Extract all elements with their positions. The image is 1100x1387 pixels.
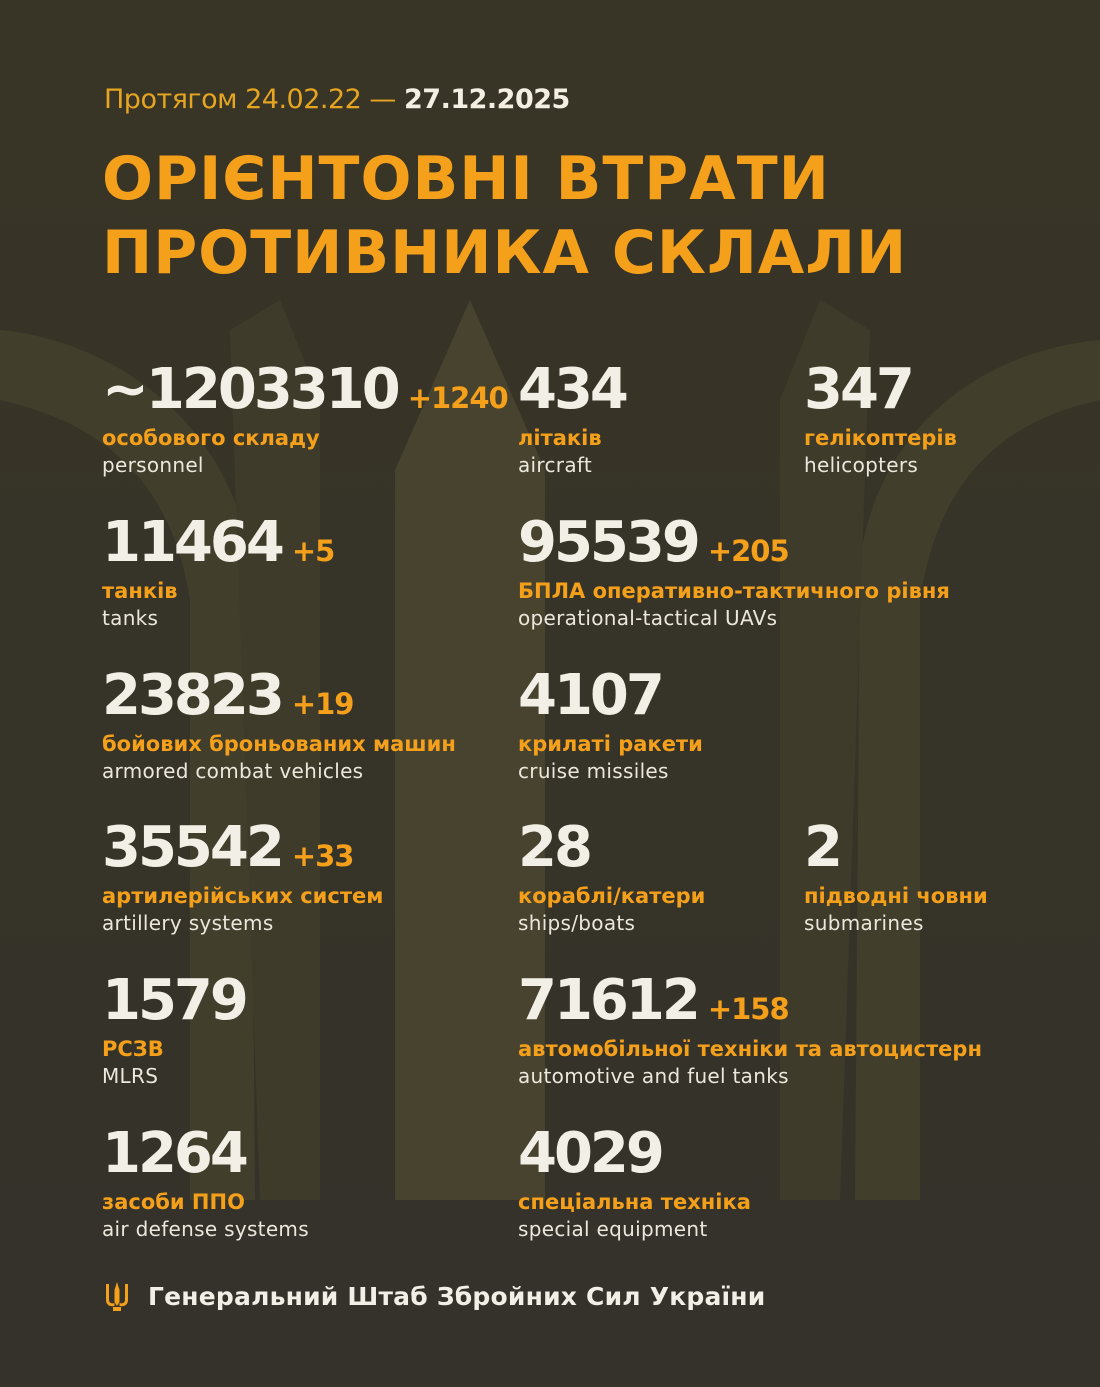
stat-helicopters [804, 357, 957, 477]
footer-text: Генеральний Штаб Збройних Сил України [148, 1281, 766, 1311]
stat-label-ua: особового складу [102, 426, 320, 450]
stat-mlrs [102, 968, 246, 1088]
title-line-2: ПРОТИВНИКА СКЛАЛИ [102, 218, 908, 288]
stat-aircraft [518, 357, 626, 477]
stat-label-en: personnel [102, 453, 204, 477]
stat-label-en: ships/boats [518, 911, 636, 935]
stat-value: 28 [518, 815, 590, 880]
stat-uavs [518, 510, 950, 630]
stat-label-en: special equipment [518, 1217, 708, 1241]
stat-label-en: armored combat vehicles [102, 759, 364, 783]
period-start: Протягом 24.02.22 — [104, 84, 396, 115]
stat-label-en: submarines [804, 911, 924, 935]
stat-value: 35542 [102, 815, 282, 880]
stat-value: 23823 [102, 663, 282, 728]
stat-delta: +1240 [407, 381, 508, 415]
stat-label-ua: гелікоптерів [804, 426, 957, 450]
stat-label-ua: РСЗВ [102, 1037, 164, 1061]
stat-delta: +158 [707, 992, 789, 1026]
footer [104, 1280, 765, 1312]
page-title [102, 142, 907, 290]
stat-artillery [102, 815, 384, 935]
stat-label-ua: спеціальна техніка [518, 1190, 751, 1214]
reporting-period [104, 84, 570, 115]
stat-vehicles [518, 968, 982, 1088]
trident-icon [104, 1280, 130, 1312]
stat-label-ua: автомобільної техніки та автоцистерн [518, 1037, 982, 1061]
stat-submarines [804, 815, 988, 935]
stat-air-defense [102, 1121, 309, 1241]
stat-special-equipment [518, 1121, 751, 1241]
period-end: 27.12.2025 [404, 84, 570, 115]
stat-label-en: MLRS [102, 1064, 159, 1088]
stat-personnel [102, 357, 508, 477]
stat-value: 71612 [518, 968, 698, 1033]
stat-label-ua: крилаті ракети [518, 732, 703, 756]
stat-delta: +205 [707, 534, 789, 568]
stat-value: ~1203310 [102, 357, 398, 422]
stat-label-ua: артилерійських систем [102, 884, 384, 908]
stat-label-ua: кораблі/катери [518, 884, 706, 908]
stat-label-ua: підводні човни [804, 884, 988, 908]
title-line-1: ОРІЄНТОВНІ ВТРАТИ [102, 144, 830, 214]
stat-label-ua: танків [102, 579, 178, 603]
stat-value: 11464 [102, 510, 282, 575]
stat-delta: +19 [291, 687, 354, 721]
stat-label-ua: БПЛА оперативно-тактичного рівня [518, 579, 950, 603]
stat-label-ua: літаків [518, 426, 602, 450]
stat-delta: +33 [291, 839, 354, 873]
stat-label-ua: засоби ППО [102, 1190, 245, 1214]
stat-value: 2 [804, 815, 840, 880]
stat-label-en: automotive and fuel tanks [518, 1064, 789, 1088]
stat-cruise-missiles [518, 663, 703, 783]
stat-label-en: tanks [102, 606, 159, 630]
stat-ships [518, 815, 706, 935]
stat-label-en: cruise missiles [518, 759, 669, 783]
stat-value: 434 [518, 357, 626, 422]
stat-label-en: helicopters [804, 453, 919, 477]
stat-value: 1579 [102, 968, 246, 1033]
stat-value: 95539 [518, 510, 698, 575]
stat-value: 4029 [518, 1121, 662, 1186]
stat-label-en: artillery systems [102, 911, 274, 935]
stat-label-en: operational-tactical UAVs [518, 606, 778, 630]
stat-tanks [102, 510, 335, 630]
stat-label-en: air defense systems [102, 1217, 309, 1241]
stat-value: 1264 [102, 1121, 246, 1186]
stat-value: 347 [804, 357, 912, 422]
stat-label-en: aircraft [518, 453, 593, 477]
stat-armored-vehicles [102, 663, 456, 783]
stat-delta: +5 [291, 534, 335, 568]
stat-value: 4107 [518, 663, 662, 728]
stat-label-ua: бойових броньованих машин [102, 732, 456, 756]
